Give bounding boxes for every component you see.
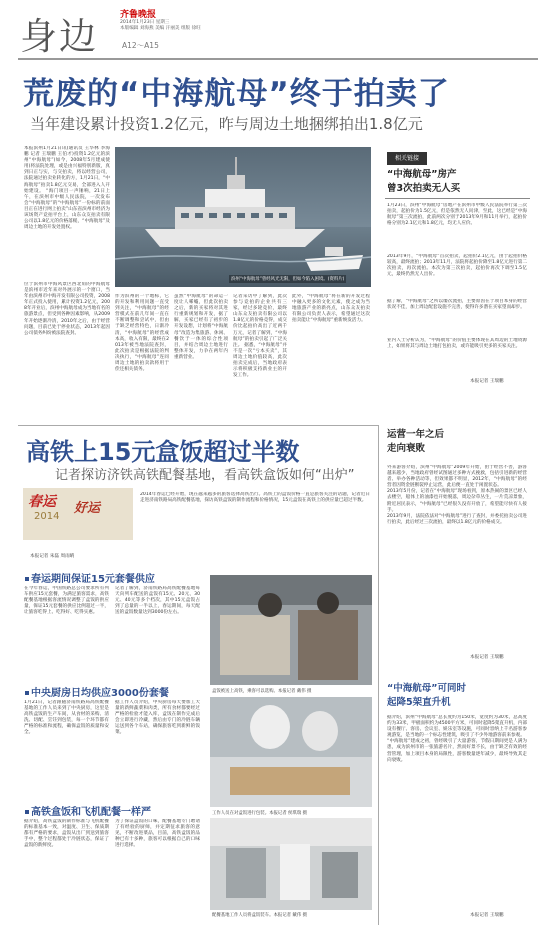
header-meta bbox=[120, 19, 201, 31]
newspaper-logo: 齐鲁晚报 bbox=[120, 10, 157, 20]
sec2-title bbox=[25, 684, 169, 699]
sidebar1-author: 本报记者 王瑞鹏 bbox=[470, 379, 504, 384]
logo-year-text: 2014 bbox=[34, 511, 60, 522]
sidebar1-body4: 业内人士分析认为，“中海航母”的价值主要体现在其周边的土地资源上，如果将其与周边土地打包拍卖，或许能吸引更多的买家关注。 bbox=[387, 338, 527, 350]
bullet-icon bbox=[25, 810, 29, 814]
sidebar1-body2: 2013年9月，“中海航母”首次拍卖，起拍价2.1亿元，由于起拍价格较高，最终流拍；2013年11月，法院将起拍价降至1.8亿元进行第二次拍卖，再次流拍。本次为第三次拍卖，起拍价再次下调至1.5亿元，最终仍然无人出价。 bbox=[387, 254, 527, 278]
section-title: 身边 bbox=[20, 15, 98, 58]
story1-headline: 荒废的“中海航母”终于拍卖了 bbox=[23, 76, 450, 112]
sidebar1-headline: “中海航母”房产 曾3次拍卖无人买 bbox=[387, 169, 461, 194]
story2-photo-train-caption: 盒饭被送上高铁，乘客可以选购。本报记者 戴伟 摄 bbox=[212, 689, 312, 694]
sec3-title-text: 高铁盒饭和飞机配餐一样严 bbox=[31, 807, 151, 818]
sec1-col2: 记者了解到，济南铁路局高铁配餐基地每天向列车配送的盒饭有15元、20元、30元、40元等多个档次，其中15元盒饭占到了总量的一半以上，春运期间，每天配送的盒饭数量达到3000份左右。 bbox=[115, 586, 200, 616]
logo-haoyun-text: 好运 bbox=[74, 501, 101, 516]
sec3-col1: 据介绍，高铁盒饭的制作标准与飞机配餐的标准基本一致，对温度、卫生、保质期都有严格的要求，盒饭从出厂到送到旅客手中，整个过程都处于冷链状态，保证了盒饭的新鲜度。 bbox=[24, 819, 109, 849]
sidebar3-body: 据介绍，滨州“中海航母”总长度约为150米，宽度约为30米，总高度约为33米，甲板面积约为4500平方米，可同时起降5架直升机，内部设有餐厅、客房、会议室、娱乐室等设施，可同时容纳上千名游客参观游览，是当地的一个标志性建筑，吸引了不少外地游客前来参观。 “中海航母”建成之初，曾经吸引了大量游客，节假日期间更是人满为患，成为滨州市的一张旅游名片，然而好景不长，由于缺乏有效的经营管理，加上项目本身的局限性，游客数量逐年减少，最终导致其走向衰败。 bbox=[387, 715, 527, 763]
story1-photo-caption: 滨州“中海航母”曾经风光无限，但如今陷入困境。(资料片) bbox=[231, 277, 345, 282]
story-divider bbox=[18, 425, 378, 426]
sec2-title-text: 中央厨房日均供应3000份套餐 bbox=[31, 688, 169, 699]
story2-photo-train bbox=[210, 575, 372, 685]
sidebar1-body3: 据了解，“中海航母”之所以屡次流拍，主要原因在于项目本身的经营状况不佳，加上周边配套设施不完善，使得许多潜在买家望而却步。 bbox=[387, 299, 527, 311]
story1-col4: 虽然“中海航母”的命运一度让人唏嘘，但此次拍卖之后，新的买家将对其进行重新规划和开发，据了解，买家已经有了初步的开发设想，计划将“中海航母”改造为集旅游、休闲、餐饮于一体的综合性项目，并结合周边土地进行整体开发，力争在两年内重新营业。 bbox=[174, 294, 228, 360]
story2-byline: 本报记者 朱磊 周雨晴 bbox=[30, 554, 75, 559]
train-photo-graphic bbox=[210, 575, 372, 685]
story2-subhead: 记者探访济铁高铁配餐基地，看高铁盒饭如何“出炉” bbox=[55, 468, 355, 483]
story1-col5: 记者采访中了解到，此次参与竞拍的企业共有三家，经过多轮竞价，最终山东众友拍卖有限公司以1.8亿元的价格竞得，成交价比起拍价高出了近两千万元，记者了解到，“中海航母”的拍卖引起了广泛关注。 据悉，“中海航母”并不是一次“亏本买卖”，其周边土地价值较高，此次拍卖完成后，当地政府表示将积极支持新业主的开发工作。 bbox=[233, 294, 287, 379]
sec3-title bbox=[25, 803, 151, 818]
sec1-col1: 在今年春运，中国铁路总公司要求所有列车供应15元套餐，为满足旅客需求，高铁配餐基地根据客流情况调整了盒饭的供应量，保证15元套餐的供应比例超过一半，让旅客吃得上、吃得好、吃得实惠。 bbox=[24, 586, 109, 616]
logo-chunyun-text: 春运 bbox=[28, 494, 56, 510]
sec3-col2: 为了保证盒饭的口味，配餐基地专门聘请了有经验的厨师，并定期征求旅客的意见，不断改进菜品，目前，高铁盒饭的品种已有十多种，旅客可以根据自己的口味进行选择。 bbox=[115, 819, 200, 849]
story2-intro: 2014年春运已经开始，现在越来越多的旅客选择高铁出行。高铁上的盒饭价格一直是旅客关注的话题，记者近日走进济南铁路局高铁配餐基地，探访高铁盒饭的制作流程和价格情况，15元盒饭在高铁上的供应量已超过半数。 bbox=[140, 492, 370, 504]
column-divider bbox=[378, 425, 379, 925]
story1-col2: 位于滨州市中海风景区西北角的中海航母是滨州市近年来对外展示的一个窗口，当年由滨州市中海开发有限公司投资，2008年正式投入使用，累计投资1.2亿元，2008年开业后，滨州中海航母成为当地有名的旅游景点，但受到各种因素影响，从2009年开始逐渐冷清，2010年之后，由于经营问题，目前已处于停业状态，2013年起因公司债务纠纷被法院查封。 bbox=[24, 282, 110, 336]
sidebar3-headline: “中海航母”可同时 起降5架直升机 bbox=[387, 683, 466, 708]
story1-col3: 作为滨州的一个地标，它的开发和利用问题一直受到关注，“中海航母”的经营模式在前几年间一直在不断调整和尝试中，但由于缺乏经营特色，日渐冷清，“中海航母”的经营成本高，收入有限，最终在2013年被当地法院查封，此次拍卖是根据法院的判决执行，“中海航母”连同周边土地的拍卖款将用于偿还相关债务。 bbox=[115, 294, 169, 373]
loading-photo-graphic bbox=[210, 818, 372, 910]
sidebar1-body1: 1月23日，滨州“中海航母”房地产在滨州市中级人民法院举行第三次拍卖，起拍价为1.5亿元，但是依然无人问津，至此，这已经是“中海航母”第三次流拍，此前两次分别于2013年9月和11月举行，起拍价格分别为2.1亿元和1.8亿元，均无人应价。 bbox=[387, 203, 527, 227]
sidebar1-divider bbox=[385, 198, 530, 199]
story1-subhead: 当年建设累计投资1.2亿元，昨与周边土地捆绑拍出1.8亿元 bbox=[30, 115, 423, 133]
sidebar2-body: 外来游客介绍，滨州“中海航母”2009年开始，由于经营不善，游客越来越少，当地政府曾经试图通过多种方式挽救，包括引进新的经营者、举办各种活动等，但效果都不明显，2012年，“中海航母”的经营者因资金链断裂停止运营，此后便一直处于闲置状态。 2013年5月份，记者在“中海航母”现场看到，原本热闹的景区已经人去楼空，船体上的油漆也开始脱落，周边杂草丛生，一片荒凉景象，附近居民表示，“中海航母”已经很久没有开放了，希望能尽快有人接手。 2013年9月，法院依法对“中海航母”进行了查封，并委托拍卖公司进行拍卖，此后经过三次流拍，最终以1.8亿元的价格成交。 bbox=[387, 465, 527, 525]
story1-col1: 本报滨州1月21日讯(通讯员 王华林 李海鹏 记者 王瑞鹏 王伯才)投资1.2亿元的滨州“中海航母”(如今，2008年5月建成使用)将法院处理，或是由兴福特别新版，真到日正与实，与交拍卖，将以经营公司，法院通过拍卖业转化的方，1月21日，“中海航母”拍卖1.8亿元交易，全部进入人开始建设。 “海门项目一声锤响，21日上午，在滨州市中级人民法院，一次发布会“中海航母”的“中海航母”一份标的前面目正在进行网上拍卖”山东省滨州市经济为该场资产竞拍平台上，山东众友拍卖有限公司以1.8亿元的价格落槌，“中海航母”及周边土地的开发处置权。 bbox=[24, 146, 110, 231]
sec2-col1: 1月21日，记者跟随济南铁路局高铁配餐基地的工作人员来到了中央厨房，这里是高铁盒饭的生产车间，从食材的采购、清洗、切配、烹饪到包装，每一个环节都有严格的标准和流程，确保盒饭的质量和安全。 bbox=[24, 700, 109, 736]
story2-photo-loading-caption: 配餐基地工作人员将盒饭装车。本报记者 戴伟 摄 bbox=[212, 913, 307, 918]
sidebar2-headline: 运营一年之后 走向衰败 bbox=[387, 429, 445, 454]
sec2-col2: 据工作人员介绍，中央厨房每天要加工大量的新鲜蔬菜和肉类，所有食材都要经过严格的检验才能入库，盒饭在制作完成后会立即进行冷藏，然后由专门的冷链车辆运送到各个车站，确保旅客吃到新鲜的饭菜。 bbox=[115, 700, 200, 736]
story1-photo bbox=[115, 147, 371, 287]
header-divider bbox=[18, 58, 538, 60]
header-meta-editors: 本版编辑 刘海燕 美编 汗丽美 组版 徐旺 bbox=[120, 26, 201, 31]
sidebar3-author: 本报记者 王瑞鹏 bbox=[470, 913, 504, 918]
ship-photo-graphic bbox=[115, 147, 371, 287]
sidebar2-author: 本报记者 王瑞鹏 bbox=[470, 655, 504, 660]
related-link-tag: 相关链接 bbox=[387, 152, 427, 165]
story2-headline: 高铁上15元盒饭超过半数 bbox=[26, 438, 300, 466]
header-meta-date: 2014年1月23日 星期三 bbox=[120, 20, 170, 25]
sec1-title bbox=[25, 570, 155, 585]
bullet-icon bbox=[25, 577, 29, 581]
bullet-icon bbox=[25, 691, 29, 695]
kitchen-photo-graphic bbox=[210, 697, 372, 807]
story2-photo-kitchen bbox=[210, 697, 372, 807]
sec1-title-text: 春运期间保证15元套餐供应 bbox=[31, 574, 155, 585]
story1-col6: 此外，“中海航母”将在新的开发过程中融入更多的文化元素，使之成为当地旅游产业的新亮点，山东众友拍卖有限公司负责人表示，希望通过这次拍卖能让“中海航母”重新焕发活力。 bbox=[292, 294, 370, 324]
story2-photo-kitchen-caption: 工作人员在对盒饭进行包装。本报记者 侯琪瑞 摄 bbox=[212, 811, 307, 816]
page-range: A12～A15 bbox=[122, 41, 159, 50]
story2-photo-loading bbox=[210, 818, 372, 910]
